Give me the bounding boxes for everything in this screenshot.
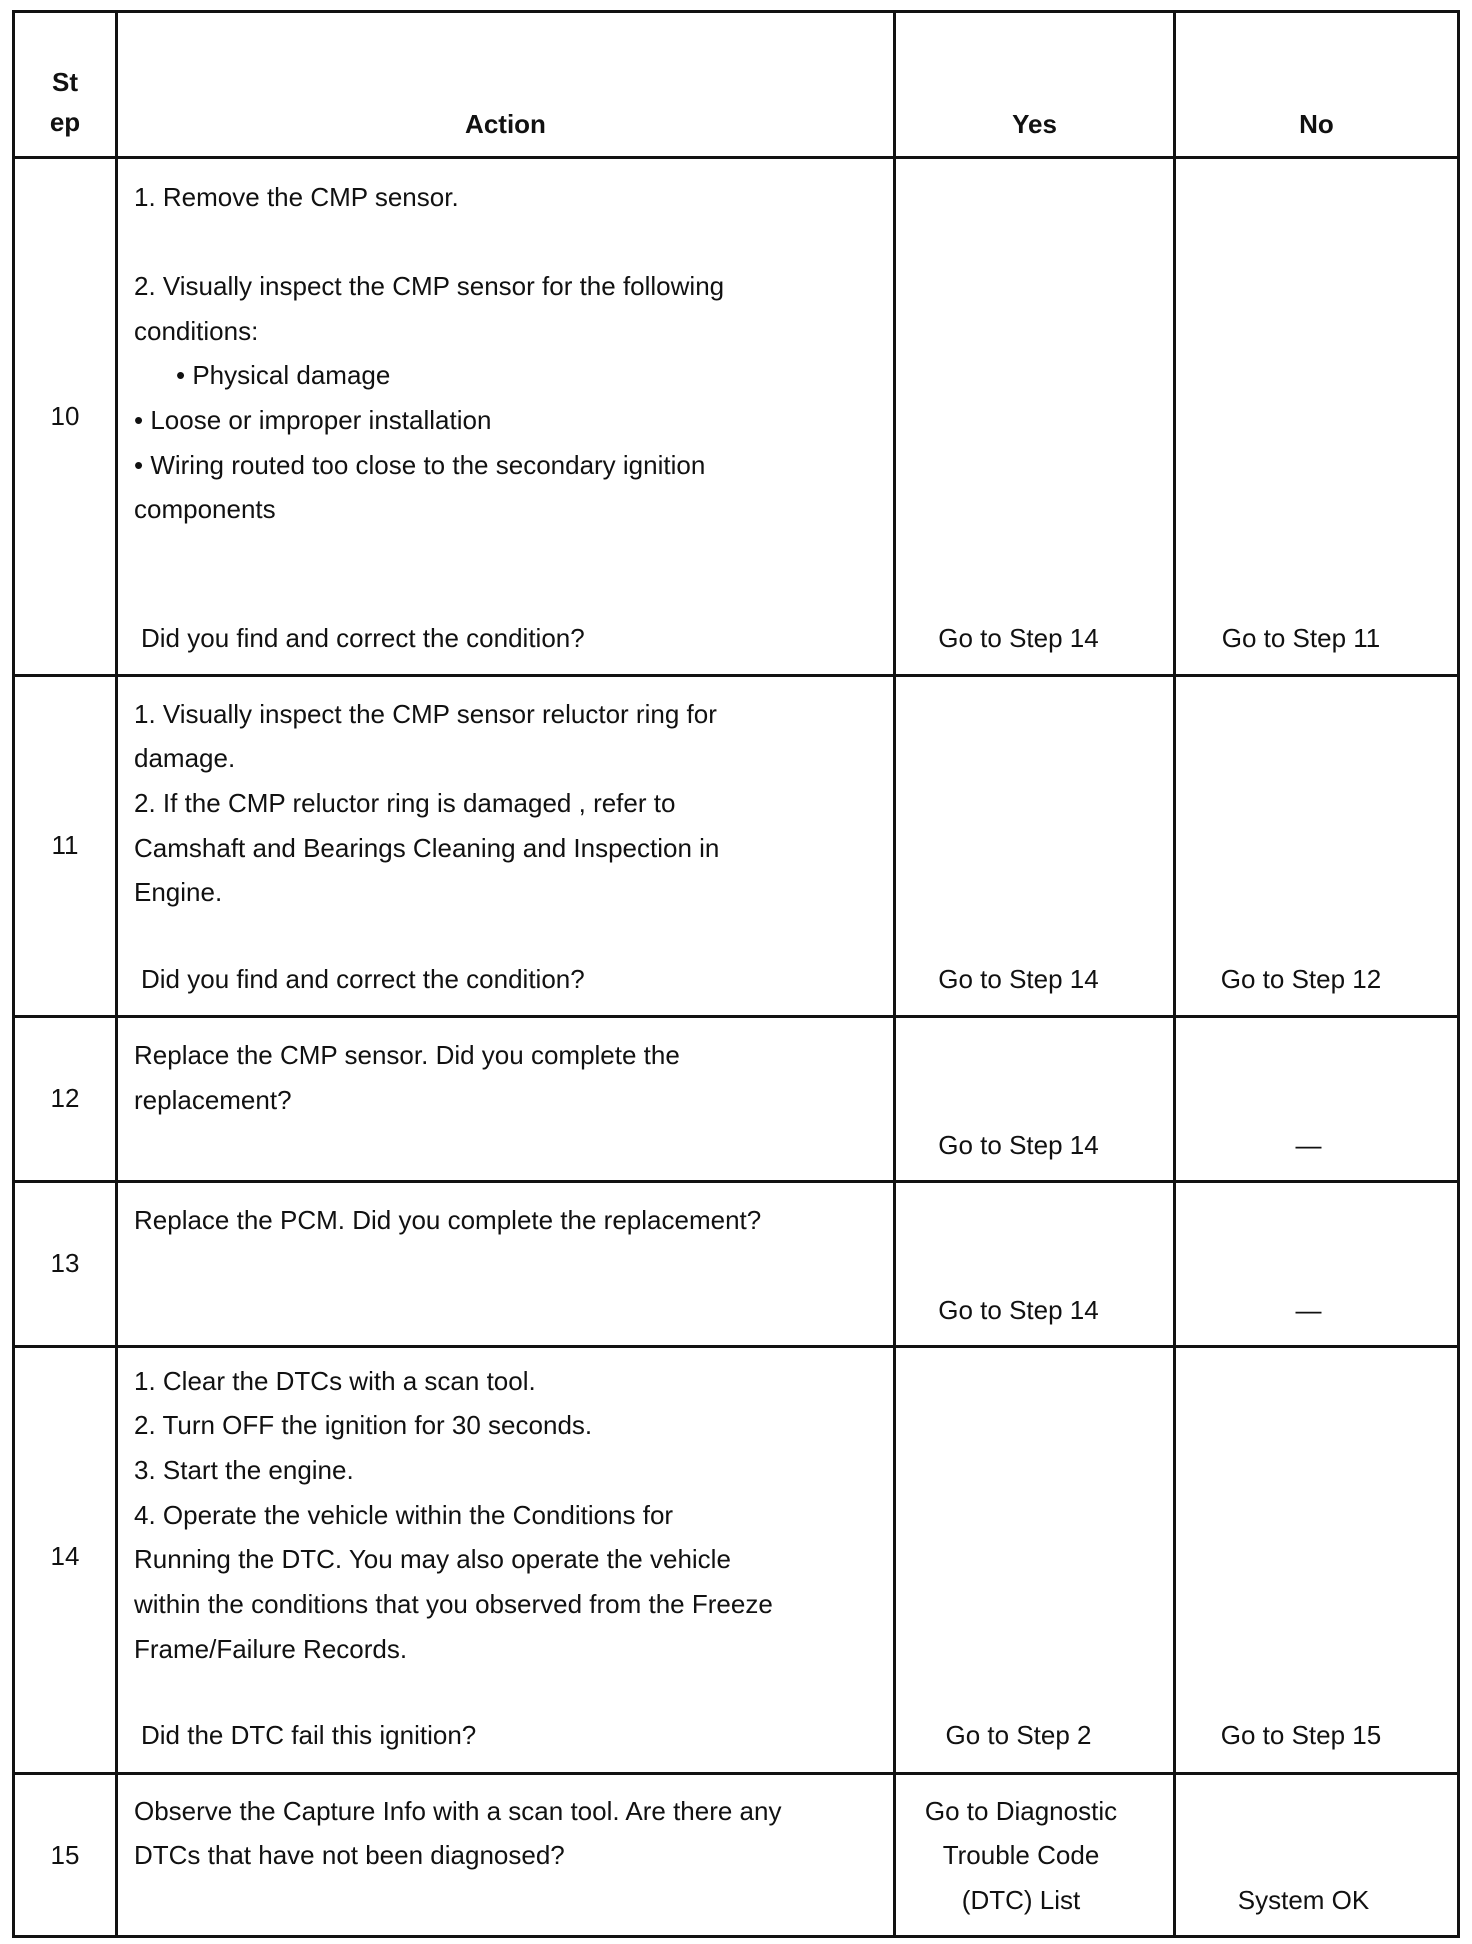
table-border-top (12, 10, 1460, 13)
step-number: 12 (50, 1083, 80, 1113)
row-divider (12, 1345, 1460, 1348)
table-border-right (1457, 10, 1460, 1938)
action-line: components (134, 494, 276, 524)
action-line: 2. Visually inspect the CMP sensor for the following (134, 271, 725, 301)
action-line: within the conditions that you observed from the Freeze (134, 1589, 773, 1619)
action-line: • Loose or improper installation (134, 405, 492, 435)
action-line: Replace the CMP sensor. Did you complete the (134, 1040, 680, 1070)
yes-result: Go to Step 14 (938, 964, 1099, 994)
action-line: • Wiring routed too close to the secondary ignition (134, 450, 706, 480)
column-divider (115, 10, 118, 1938)
action-line: damage. (134, 743, 236, 773)
action-line: Frame/Failure Records. (134, 1634, 408, 1664)
action-question: Did you find and correct the condition? (141, 964, 585, 994)
no-result: Go to Step 11 (1221, 623, 1381, 653)
action-line: Running the DTC. You may also operate the vehicle (134, 1544, 731, 1574)
row-divider (12, 674, 1460, 677)
action-line: Camshaft and Bearings Cleaning and Inspection in (134, 833, 720, 863)
action-line: conditions: (134, 316, 259, 346)
no-result: — (1295, 1130, 1322, 1160)
yes-result: Go to Diagnostic (924, 1796, 1118, 1826)
header-action: Action (465, 109, 546, 139)
row-divider (12, 1180, 1460, 1183)
action-line: 1. Remove the CMP sensor. (134, 182, 459, 212)
step-number: 13 (50, 1248, 80, 1278)
header-divider (12, 156, 1460, 159)
action-line: 2. If the CMP reluctor ring is damaged , refer to (134, 788, 676, 818)
action-question: Did the DTC fail this ignition? (141, 1720, 477, 1750)
action-line: DTCs that have not been diagnosed? (134, 1840, 565, 1870)
table-border-left (12, 10, 15, 1938)
action-question: Did you find and correct the condition? (141, 623, 585, 653)
yes-result: Go to Step 2 (945, 1720, 1092, 1750)
action-line: 1. Visually inspect the CMP sensor reluctor ring for (134, 699, 717, 729)
action-line: Observe the Capture Info with a scan tool. Are there any (134, 1796, 782, 1826)
yes-result: Trouble Code (942, 1840, 1100, 1870)
action-line: Replace the PCM. Did you complete the replacement? (134, 1205, 762, 1235)
header-step-line: St (52, 67, 78, 97)
no-result: System OK (1237, 1885, 1370, 1915)
row-divider (12, 1772, 1460, 1775)
step-number: 14 (50, 1541, 80, 1571)
no-result: — (1295, 1295, 1322, 1325)
yes-result: Go to Step 14 (938, 623, 1099, 653)
action-line: 4. Operate the vehicle within the Conditions for (134, 1500, 674, 1530)
no-result: Go to Step 12 (1220, 964, 1382, 994)
yes-result: (DTC) List (961, 1885, 1081, 1915)
header-yes: Yes (1012, 109, 1057, 139)
header-no: No (1299, 109, 1334, 139)
no-result: Go to Step 15 (1220, 1720, 1382, 1750)
header-step-line: ep (49, 107, 81, 137)
yes-result: Go to Step 14 (938, 1295, 1099, 1325)
table-border-bottom (12, 1935, 1460, 1938)
action-line: Engine. (134, 877, 223, 907)
action-line: 1. Clear the DTCs with a scan tool. (134, 1366, 536, 1396)
action-line: replacement? (134, 1085, 292, 1115)
yes-result: Go to Step 14 (938, 1130, 1099, 1160)
action-line: 2. Turn OFF the ignition for 30 seconds. (134, 1410, 593, 1440)
row-divider (12, 1015, 1460, 1018)
header-step (15, 62, 115, 142)
action-line: 3. Start the engine. (134, 1455, 354, 1485)
step-number: 11 (51, 830, 79, 860)
step-number: 10 (50, 401, 80, 431)
action-line: • Physical damage (176, 360, 391, 390)
step-number: 15 (50, 1840, 80, 1870)
